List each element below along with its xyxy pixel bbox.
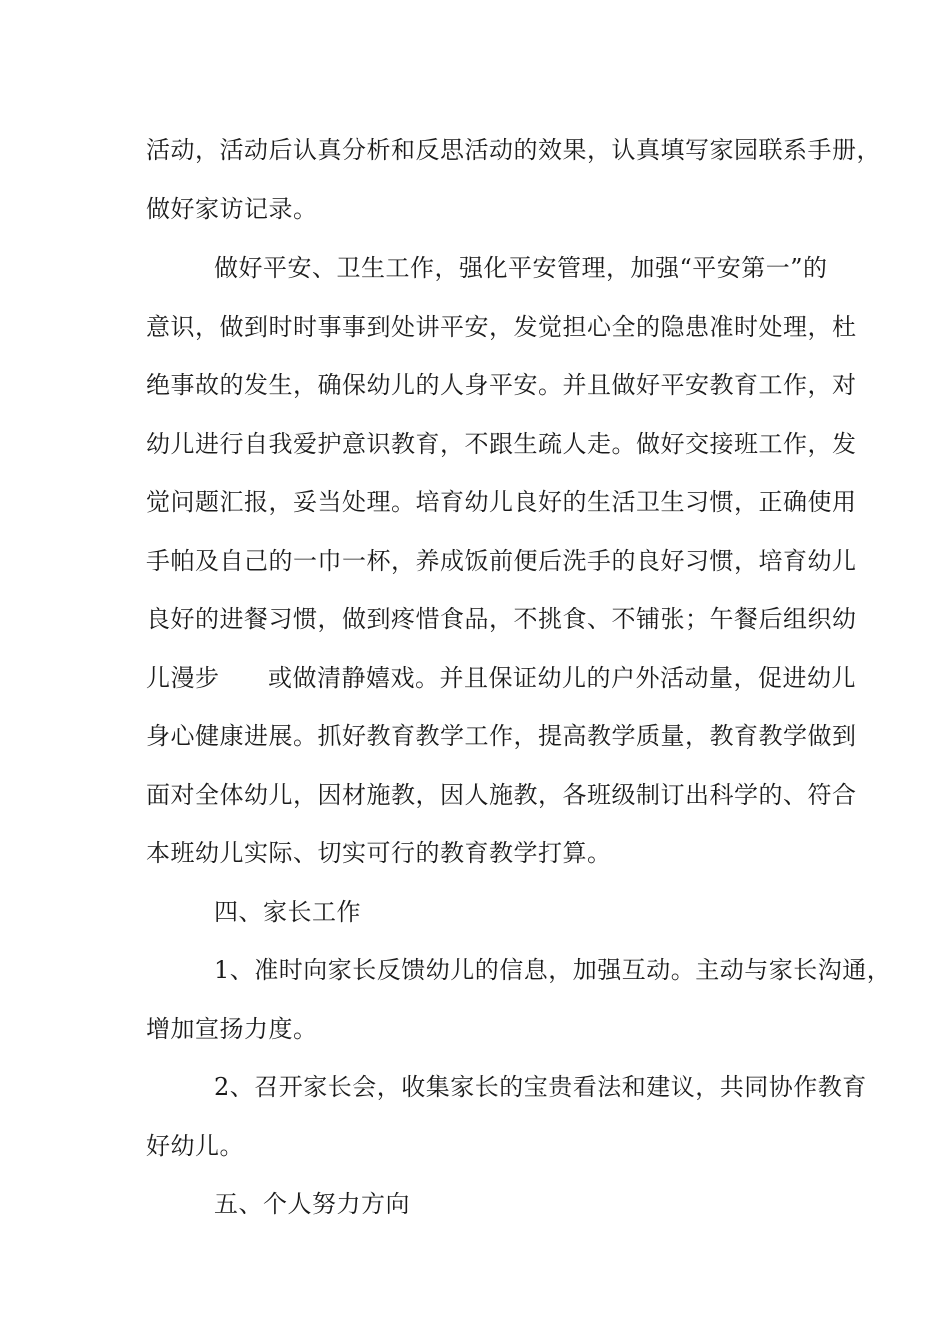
body-text-line: 好幼儿。 <box>146 1132 244 1160</box>
section-heading: 五、个人努力方向 <box>214 1190 410 1218</box>
body-text-line: 做好家访记录。 <box>146 195 318 223</box>
body-text-line: 觉问题汇报，妥当处理。培育幼儿良好的生活卫生习惯，正确使用 <box>146 488 857 516</box>
body-text-line: 儿漫步 <box>146 664 220 692</box>
paragraph-start-line: 做好平安、卫生工作，强化平安管理，加强“平安第一”的 <box>214 254 828 282</box>
body-text-line-continued: 或做清静嬉戏。并且保证幼儿的户外活动量，促进幼儿 <box>268 664 856 692</box>
body-text-line: 活动，活动后认真分析和反思活动的效果，认真填写家园联系手册， <box>146 136 881 164</box>
body-text-line: 本班幼儿实际、切实可行的教育教学打算。 <box>146 839 612 867</box>
body-text-line: 绝事故的发生，确保幼儿的人身平安。并且做好平安教育工作，对 <box>146 371 857 399</box>
body-text-line: 意识，做到时时事事到处讲平安，发觉担心全的隐患准时处理，杜 <box>146 313 857 341</box>
body-text-line: 增加宣扬力度。 <box>146 1015 318 1043</box>
section-heading: 四、家长工作 <box>214 898 361 926</box>
body-text-line: 良好的进餐习惯，做到疼惜食品，不挑食、不铺张；午餐后组织幼 <box>146 605 857 633</box>
body-text-line: 幼儿进行自我爱护意识教育，不跟生疏人走。做好交接班工作，发 <box>146 430 857 458</box>
body-text-line: 手帕及自己的一巾一杯，养成饭前便后洗手的良好习惯，培育幼儿 <box>146 547 857 575</box>
list-item-line: 1、准时向家长反馈幼儿的信息，加强互动。主动与家长沟通， <box>214 956 892 984</box>
body-text-line: 身心健康进展。抓好教育教学工作，提高教学质量，教育教学做到 <box>146 722 857 750</box>
list-item-line: 2、召开家长会，收集家长的宝贵看法和建议，共同协作教育 <box>214 1073 867 1101</box>
body-text-line: 面对全体幼儿，因材施教，因人施教，各班级制订出科学的、符合 <box>146 781 857 809</box>
